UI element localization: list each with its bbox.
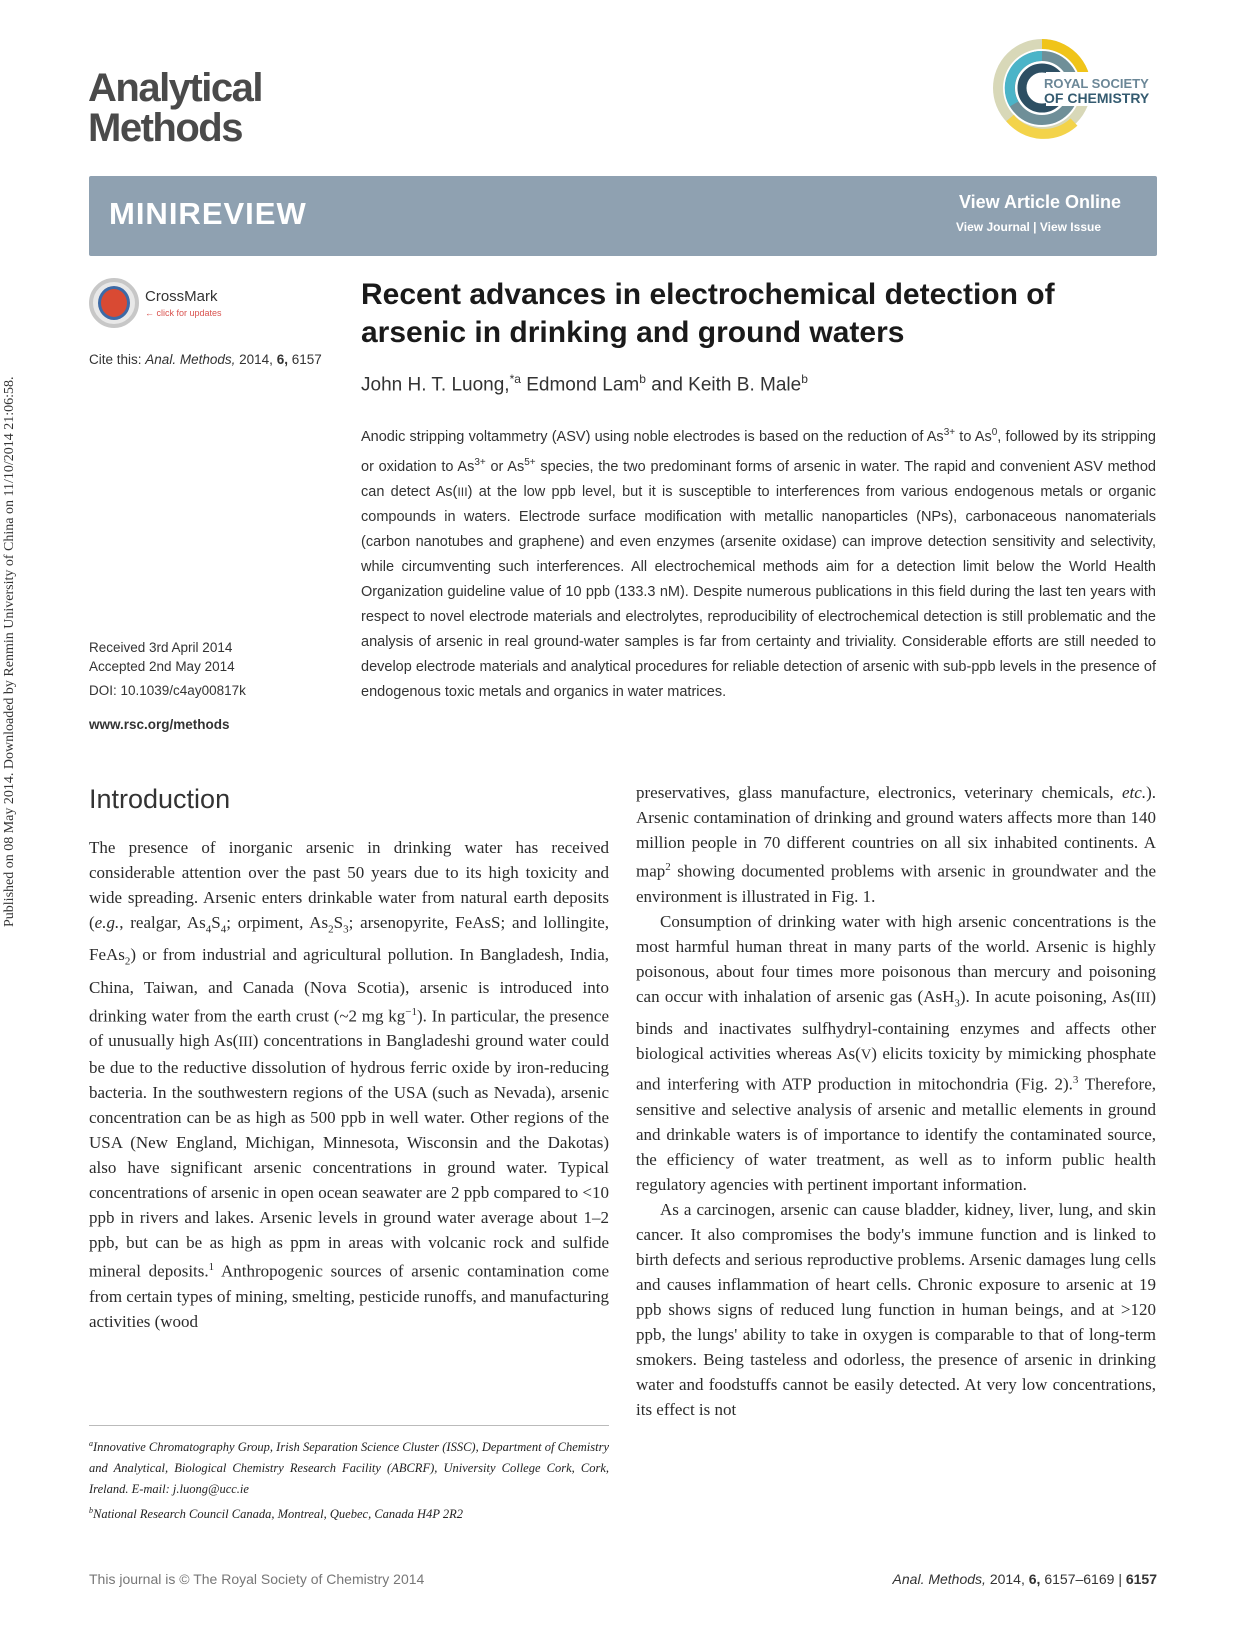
paragraph: Consumption of drinking water with high arsenic concentrations is the most harmful human threat in many parts of the world. Arsenic is highly poisonous, about four times more poisonous than mercury and poisoning can occur with inhalation of arsenic gas (AsH$_3$). In acute poisoning, As(III) binds and inactivates sulfhydryl-containing enzymes and affects other biological activities whereas As(V) elicits toxicity by mimicking phosphate and interfering with ATP production in mitochondria (Fig. 2).$^3$ Therefore, sensitive and selective analysis of arsenic and metallic elements in ground and drinkable waters is of importance to identify the contaminated source, the efficiency of water treatment, as well as to inform public health regulatory agencies with pertinent important information. [636, 911, 1157, 1194]
body-column-left [89, 835, 609, 1334]
received-date: Received 3rd April 2014 [89, 640, 233, 655]
doi[interactable]: DOI: 10.1039/c4ay00817k [89, 683, 246, 698]
footnote-b: $^b$National Research Council Canada, Montreal, Quebec, Canada H4P 2R2 [89, 1506, 463, 1522]
reference-link[interactable]: 2 [665, 861, 671, 873]
view-article-online-link[interactable]: View Article Online [958, 192, 1121, 212]
section-heading-introduction: Introduction [89, 784, 231, 814]
accepted-date: Accepted 2nd May 2014 [89, 659, 235, 674]
rsc-logo-line2: OF CHEMISTRY [1044, 90, 1150, 106]
crossmark-sub: ← click for updates [145, 308, 222, 318]
journal-title [88, 68, 262, 148]
paragraph: preservatives, glass manufacture, electronics, veterinary chemicals, etc.). Arsenic contamination of drinking and ground waters affects more than 140 million people in 70 different countries on all six inhabited continents. A map$^2$ showing documented problems with arsenic in groundwater and the environment is illustrated in Fig. 1. [636, 783, 1156, 906]
paragraph: As a carcinogen, arsenic can cause bladder, kidney, liver, lung, and skin cancer. It also compromises the body's immune function and is linked to birth defects and serious reproductive problems. Arsenic damages lung cells and causes inflammation of heart cells. Chronic exposure to arsenic at 19 ppb shows signs of reduced lung function in human beings, and at >120 ppb, the lungs' ability to take in oxygen is comparable to that of long-term smokers. Being tasteless and odorless, the presence of arsenic in drinking water and foodstuffs cannot be easily detected. At very low concentrations, its effect is not [636, 1199, 1156, 1419]
page-number: 6157 [1125, 1571, 1157, 1587]
reference-link[interactable]: 3 [1072, 1074, 1079, 1087]
crossmark-label: CrossMark [145, 288, 218, 305]
body-column-right [636, 780, 1156, 1422]
rsc-logo[interactable] [990, 34, 1165, 144]
citation: Cite this: Anal. Methods, 2014, 6, 6157 [89, 352, 322, 367]
journal-title-line1: Analytical [88, 66, 262, 110]
article-title: Recent advances in electrochemical detection of arsenic in drinking and ground waters [361, 278, 1055, 349]
article-type: MINIREVIEW [109, 196, 307, 231]
article-dates [89, 638, 235, 676]
affiliation-footnotes [89, 1433, 609, 1525]
article-type-banner [89, 176, 1157, 256]
rsc-logo-line1: ROYAL SOCIETY [1044, 76, 1149, 91]
footer-copyright: This journal is © The Royal Society of Chemistry 2014 [89, 1571, 425, 1587]
journal-title-line2: Methods [88, 106, 242, 150]
crossmark-badge[interactable] [89, 278, 239, 334]
footnote-divider [89, 1425, 609, 1426]
reference-link[interactable]: 1 [208, 1261, 215, 1274]
footer-citation: Anal. Methods, 2014, 6, 6157–6169 | 6157 [892, 1571, 1157, 1587]
footnote-a: $^a$Innovative Chromatography Group, Irish Separation Science Cluster (ISSC), Department of Chemistry and Analytical, Biological Chemistry Research Facility (ABCRF), University College Cork, Cork, Ireland. E-mail: j.luong@ucc.ie [89, 1439, 609, 1497]
paragraph: The presence of inorganic arsenic in drinking water has received considerable attention over the past 50 years due to its high toxicity and wide spreading. Arsenic enters drinkable water from natural earth deposits (e.g., realgar, $As_4S_4$; orpiment, $As_2S_3$; arsenopyrite, FeAsS; and lollingite, FeAs$_2$) or from industrial and agricultural pollution. In Bangladesh, India, China, Taiwan, and Canada (Nova Scotia), arsenic is introduced into drinking water from the earth crust (~2 mg $kg^{-1}$). In particular, the presence of unusually high As(III) concentrations in Bangladeshi ground water could be due to the reductive dissolution of hydrous ferric oxide by iron-reducing bacteria. In the southwestern regions of the USA (such as Nevada), arsenic concentration can be as high as 500 ppb in well water. Other regions of the USA (New England, Michigan, Minnesota, Wisconsin and the Dakotas) also have significant arsenic concentrations in ground water. Typical concentrations of arsenic in open ocean seawater are 2 ppb compared to <10 ppb in rivers and lakes. Arsenic levels in ground water average about 1–2 ppb, but can be as high as ppm in areas with volcanic rock and sulfide mineral deposits.$^1$ Anthropogenic sources of arsenic contamination come from certain types of mining, smelting, pesticide runoffs, and manufacturing activities (wood [89, 838, 610, 1332]
abstract: Anodic stripping voltammetry (ASV) using noble electrodes is based on the reduction of $As^{3+}$ to As$^0$, followed by its stripping or oxidation to $As^{3+}$ or $As^{5+}$ species, the two predominant forms of arsenic in water. The rapid and convenient ASV method can detect As(III) at the low ppb level, but it is susceptible to interferences from various endogenous metals or organic compounds in waters. Electrode surface modification with metallic nanoparticles (NPs), carbonaceous nanomaterials (carbon nanotubes and graphene) and even enzymes (arsenite oxidase) can improve detection sensitivity and selectivity, while circumventing such interferences. All electrochemical methods aim for a detection limit below the World Health Organization guideline value of 10 ppb (133.3 nM). Despite numerous publications in this field during the last ten years with respect to novel electrode materials and electrolytes, reproducibility of electrochemical detection is still problematic and the analysis of arsenic in real ground-water samples is far from certainty and triviality. Considerable efforts are still needed to develop electrode materials and analytical procedures for reliable detection of arsenic with sub-ppb levels in the presence of endogenous toxic metals and organics in water matrices. [361, 427, 1156, 700]
download-watermark: Published on 08 May 2014. Downloaded by Renmin University of China on 11/10/2014 21:06:58. [2, 376, 17, 928]
author-list: John H. T. Luong,$^{*a}$ Edmond Lam$^b$ and Keith B. Male$^b$ [361, 372, 808, 396]
journal-url[interactable]: www.rsc.org/methods [89, 717, 230, 732]
view-journal-issue-links[interactable]: View Journal | View Issue [956, 220, 1101, 234]
